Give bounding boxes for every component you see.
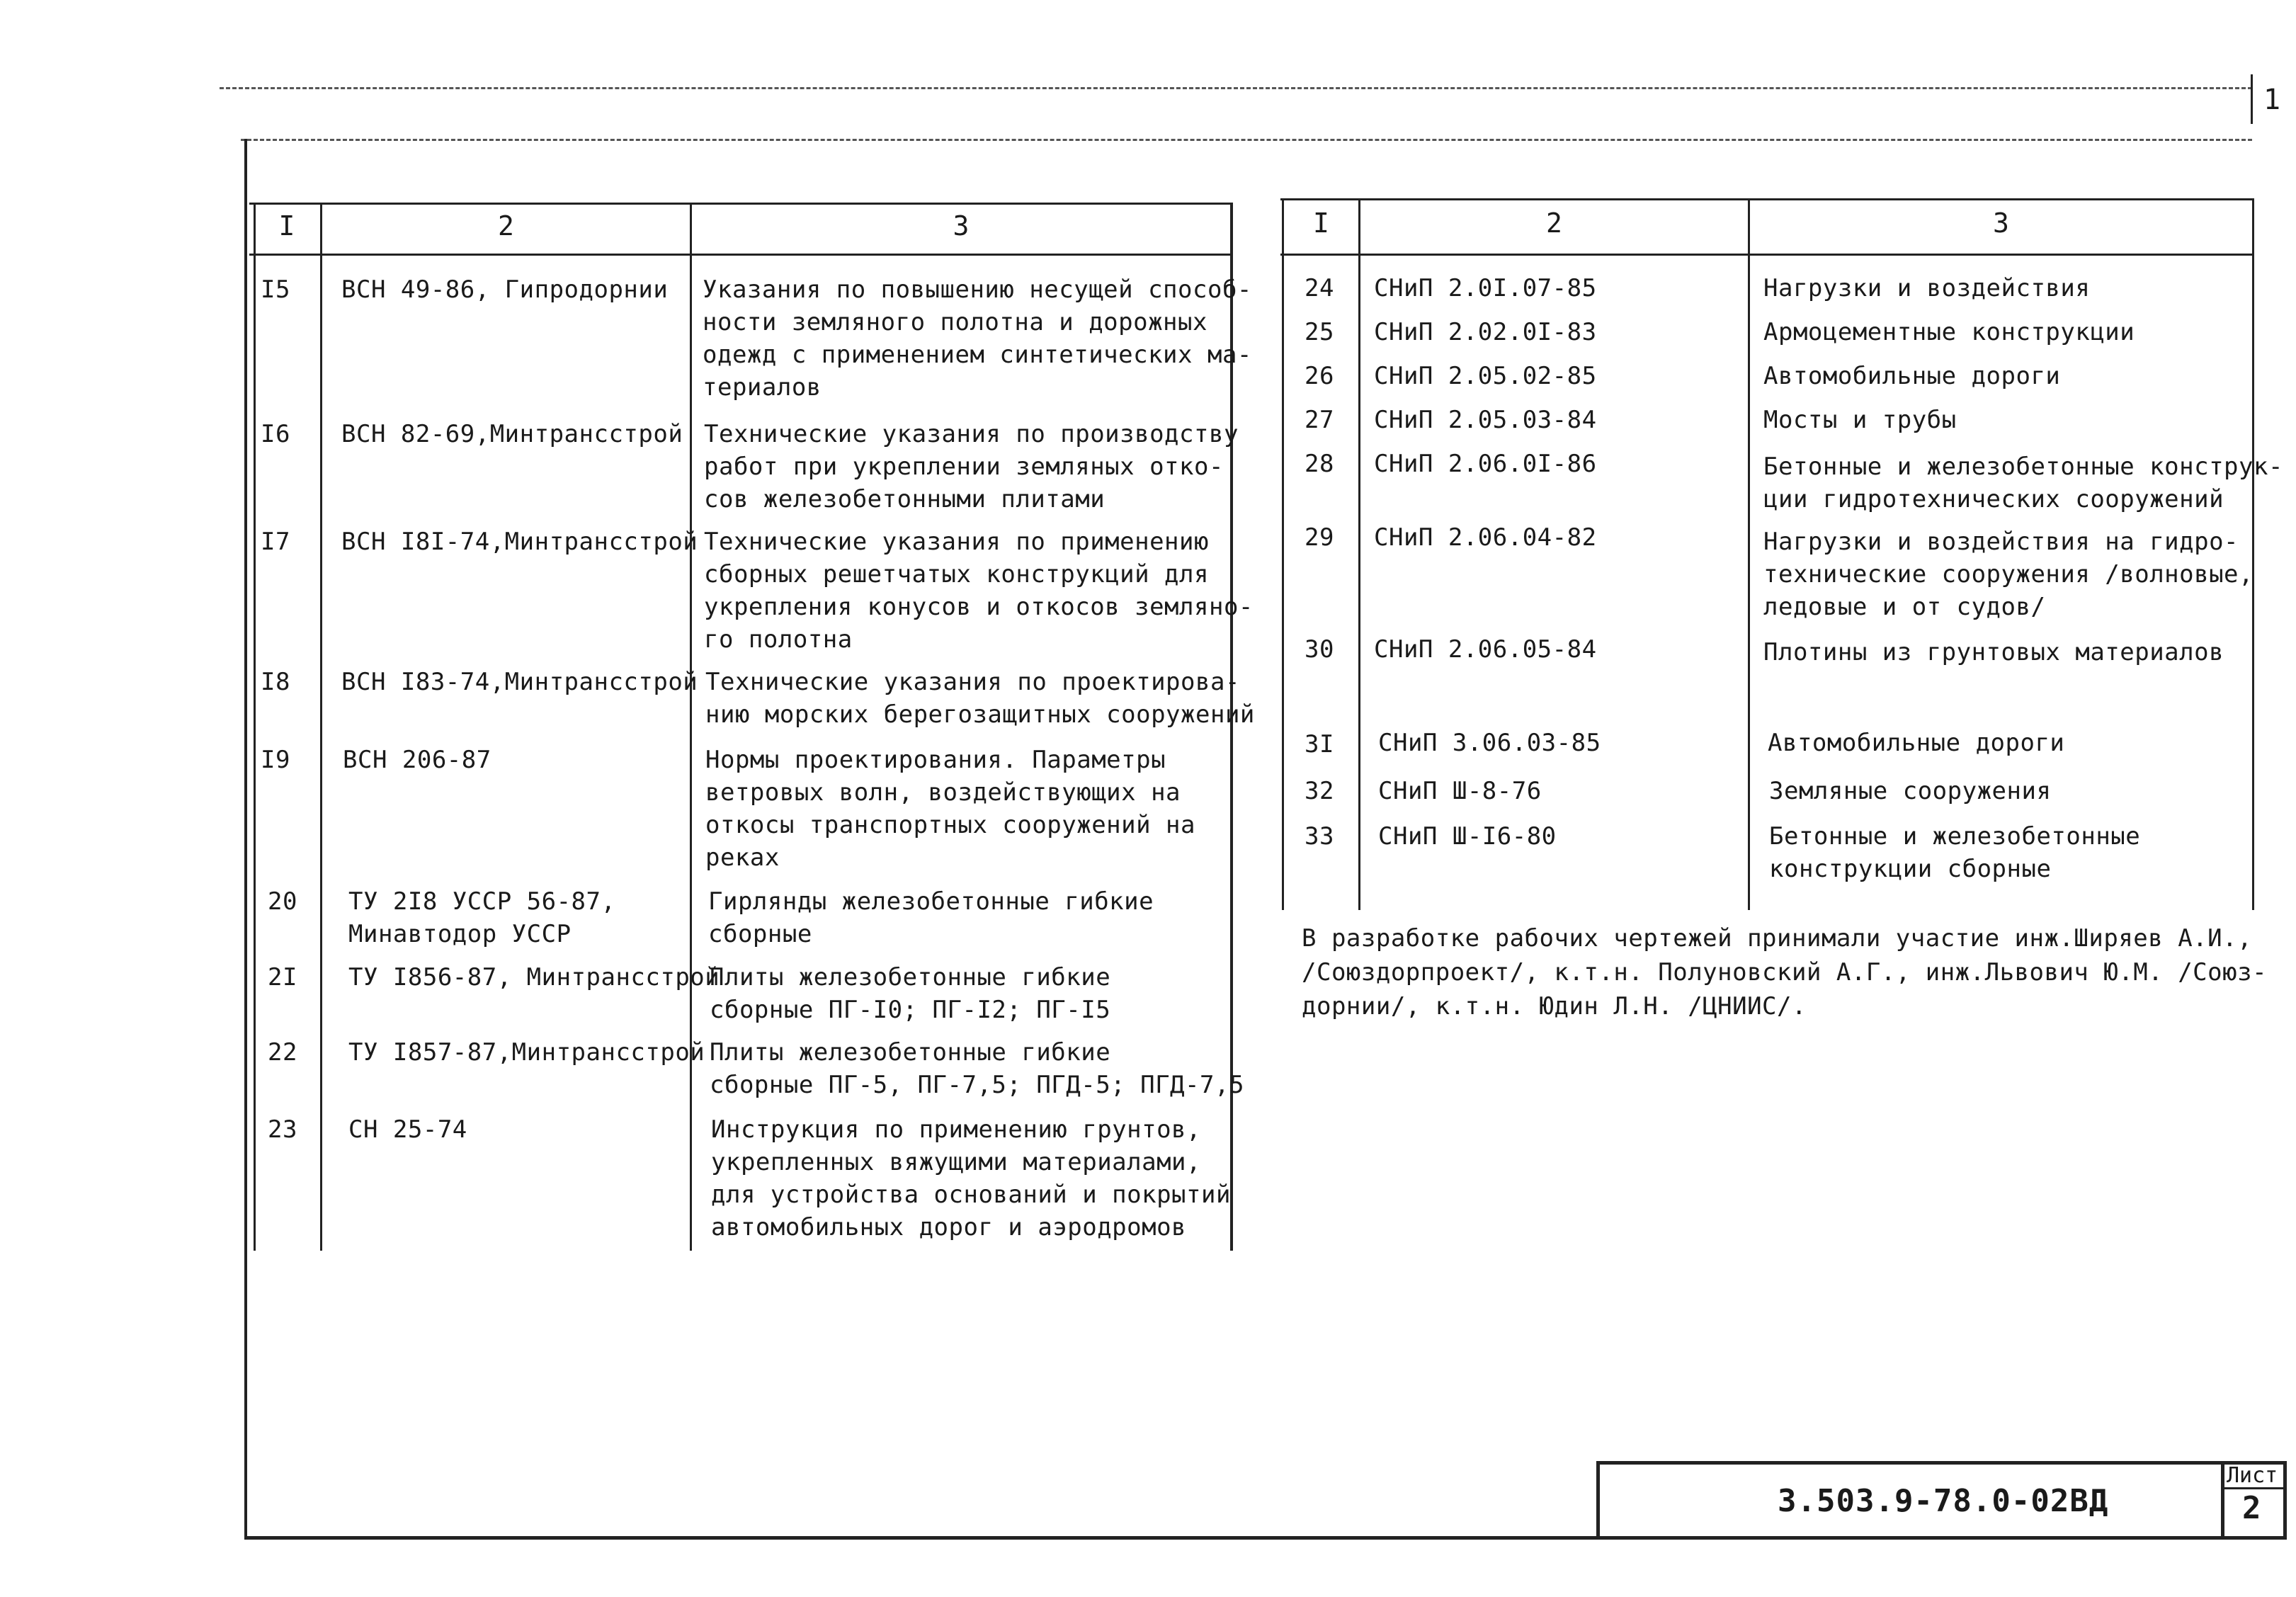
row-number: I5 <box>261 275 290 304</box>
row-number: 24 <box>1305 274 1334 302</box>
document-title-line: Плиты железобетонные гибкие <box>710 963 1111 991</box>
document-title-line: автомобильных дорог и аэродромов <box>711 1213 1187 1241</box>
document-title-line: одежд с применением синтетических ма- <box>703 341 1252 369</box>
document-code: ВСН 82-69,Минтрансстрой <box>341 420 683 448</box>
left-header-col-2: 2 <box>498 210 514 241</box>
document-title-line: ледовые и от судов/ <box>1763 593 2046 621</box>
corner-mark: 1 <box>2263 84 2281 116</box>
frame-bottom-border <box>244 1536 2287 1540</box>
right-header-col-3: 3 <box>1993 208 2009 239</box>
corner-mark-line <box>2251 74 2253 124</box>
document-code: ВСН I8I-74,Минтрансстрой <box>341 528 698 556</box>
document-title-line: Указания по повышению несущей способ- <box>703 275 1252 304</box>
document-title-line: для устройства оснований и покрытий <box>711 1181 1231 1209</box>
document-title-line: сов железобетонными плитами <box>704 485 1106 513</box>
document-code: ВСН 49-86, Гипродорнии <box>341 275 669 304</box>
document-title-line: сборные ПГ-I0; ПГ-I2; ПГ-I5 <box>710 996 1111 1024</box>
document-title-line: Технические указания по применению <box>704 528 1209 556</box>
document-code: СНиП 2.06.04-82 <box>1374 523 1597 552</box>
document-title-line: Нагрузки и воздействия на гидро- <box>1763 528 2239 556</box>
document-title-line: Мосты и трубы <box>1763 406 1957 434</box>
document-code: СНиП 2.06.05-84 <box>1374 635 1597 664</box>
document-title-line: Нормы проектирования. Параметры <box>705 746 1166 774</box>
document-code: СНиП Ш-I6-80 <box>1378 822 1557 851</box>
row-number: 28 <box>1305 450 1334 478</box>
right-header-col-1: I <box>1313 208 1329 239</box>
document-code: СНиП 3.06.03-85 <box>1378 729 1601 757</box>
document-title-line: сборные ПГ-5, ПГ-7,5; ПГД-5; ПГД-7,5 <box>710 1071 1244 1099</box>
document-title-line: Автомобильные дороги <box>1768 729 2065 757</box>
sheet-number: 2 <box>2242 1490 2261 1526</box>
frame-left-border <box>244 139 247 1538</box>
document-title-line: реках <box>705 843 780 872</box>
document-title-line: Земляные сооружения <box>1769 777 2052 805</box>
document-title-line: Технические указания по проектирова- <box>705 668 1240 696</box>
document-title-line: Нагрузки и воздействия <box>1763 274 2091 302</box>
document-title-line: Бетонные и железобетонные конструк- <box>1763 453 2283 481</box>
document-title-line: сборные <box>708 920 812 948</box>
left-header-col-1: I <box>278 210 295 241</box>
right-header-col-2: 2 <box>1546 208 1562 239</box>
document-title-line: Бетонные и железобетонные <box>1769 822 2141 851</box>
row-number: 33 <box>1305 822 1334 851</box>
document-title-line: Гирлянды железобетонные гибкие <box>708 887 1154 916</box>
row-number: 26 <box>1305 362 1334 390</box>
document-code: СНиП 2.02.0I-83 <box>1374 318 1597 346</box>
document-title-line: ности земляного полотна и дорожных <box>703 308 1207 336</box>
document-code: ТУ I856-87, Минтрансстрой <box>348 963 720 991</box>
top-dashed-line <box>220 87 2252 89</box>
row-number: I6 <box>261 420 290 448</box>
row-number: 2I <box>268 963 297 991</box>
document-code: СН 25-74 <box>348 1115 467 1144</box>
document-title-line: ции гидротехнических сооружений <box>1763 485 2224 513</box>
document-title-line: откосы транспортных сооружений на <box>705 811 1196 839</box>
document-title-line: конструкции сборные <box>1769 855 2052 883</box>
row-number: 25 <box>1305 318 1334 346</box>
row-number: 22 <box>268 1038 297 1067</box>
document-title-line: Плиты железобетонные гибкие <box>710 1038 1111 1067</box>
document-code: СНиП 2.06.0I-86 <box>1374 450 1597 478</box>
row-number: 32 <box>1305 777 1334 805</box>
document-code: СНиП 2.05.02-85 <box>1374 362 1597 390</box>
participants-note-line: /Союздорпроект/, к.т.н. Полуновский А.Г., инж.Львович Ю.М. /Союз- <box>1302 958 2268 987</box>
row-number: 3I <box>1305 730 1334 758</box>
document-code-stamp: 3.503.9-78.0-02ВД <box>1778 1483 2109 1519</box>
document-title-line: териалов <box>703 373 822 402</box>
row-number: I8 <box>261 668 290 696</box>
document-title-line: нию морских берегозащитных сооружений <box>705 700 1255 729</box>
participants-note-line: дорнии/, к.т.н. Юдин Л.Н. /ЦНИИС/. <box>1302 992 1807 1021</box>
sheet-label: Лист <box>2227 1463 2278 1488</box>
document-title-line: работ при укреплении земляных отко- <box>704 453 1224 481</box>
document-code: ТУ 2I8 УССР 56-87, <box>348 887 616 916</box>
document-code: Минавтодор УССР <box>348 920 572 948</box>
left-header-col-3: 3 <box>953 210 970 241</box>
document-title-line: ветровых волн, воздействующих на <box>705 778 1181 807</box>
document-title-line: Технические указания по производству <box>704 420 1239 448</box>
row-number: 27 <box>1305 406 1334 434</box>
row-number: I9 <box>261 746 290 774</box>
document-code: ВСН 206-87 <box>343 746 491 774</box>
row-number: I7 <box>261 528 290 556</box>
document-title-line: укрепленных вяжущими материалами, <box>711 1148 1202 1176</box>
row-number: 23 <box>268 1115 297 1144</box>
document-title-line: технические сооружения /волновые, <box>1763 560 2254 589</box>
row-number: 29 <box>1305 523 1334 552</box>
document-title-line: Автомобильные дороги <box>1763 362 2061 390</box>
document-title-line: го полотна <box>704 625 853 654</box>
row-number: 20 <box>268 887 297 916</box>
document-code: ВСН I83-74,Минтрансстрой <box>341 668 698 696</box>
document-title-line: сборных решетчатых конструкций для <box>704 560 1209 589</box>
document-title-line: Плотины из грунтовых материалов <box>1763 638 2224 666</box>
row-number: 30 <box>1305 635 1334 664</box>
document-code: ТУ I857-87,Минтрансстрой <box>348 1038 705 1067</box>
frame-top-dashed-line <box>241 139 2252 141</box>
document-code: СНиП Ш-8-76 <box>1378 777 1542 805</box>
document-code: СНиП 2.05.03-84 <box>1374 406 1597 434</box>
document-title-line: Армоцементные конструкции <box>1763 318 2135 346</box>
document-title-line: укрепления конусов и откосов земляно- <box>704 593 1254 621</box>
participants-note-line: В разработке рабочих чертежей принимали участие инж.Ширяев А.И., <box>1302 924 2253 953</box>
document-code: СНиП 2.0I.07-85 <box>1374 274 1597 302</box>
document-title-line: Инструкция по применению грунтов, <box>711 1115 1202 1144</box>
